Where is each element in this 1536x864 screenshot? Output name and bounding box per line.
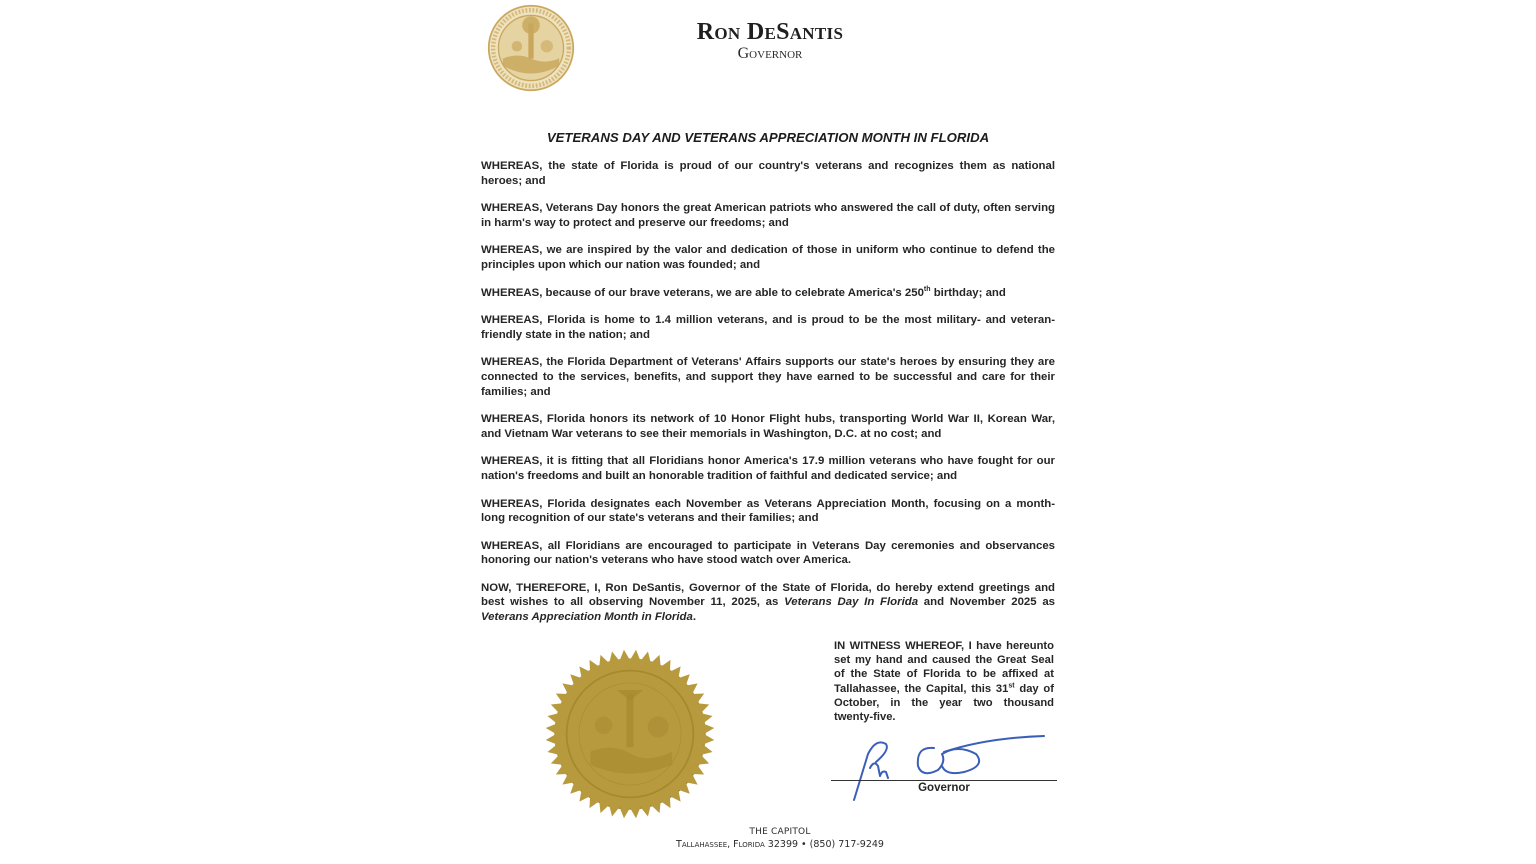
whereas-paragraph: WHEREAS, Florida honors its network of 10 Honor Flight hubs, transporting World War II, Korean War, and Vietnam War veterans to see their memorials in Washington, D.C. at no cost; and [481,413,1055,440]
signature-label: Governor [918,782,970,794]
signature-line [831,780,1057,781]
whereas-paragraph: WHEREAS, the state of Florida is proud of our country's veterans and recognizes them as national heroes; and [481,160,1055,187]
whereas-paragraph: WHEREAS, Veterans Day honors the great American patriots who answered the call of duty, often serving in harm's way to protect and preserve our freedoms; and [481,202,1055,229]
governor-title: Governor [737,45,803,62]
proclamation-title: VETERANS DAY AND VETERANS APPRECIATION MONTH IN FLORIDA [546,130,990,145]
whereas-paragraph: WHEREAS, because of our brave veterans, we are able to celebrate America's 250th birthday; and [481,285,1006,299]
whereas-paragraph: WHEREAS, we are inspired by the valor and dedication of those in uniform who continue to defend the principles upon which our nation was founded; and [481,244,1055,271]
state-seal-icon [487,4,575,92]
footer-building: THE CAPITOL [749,827,811,837]
footer-contact: Tallahassee, Florida 32399 • (850) 717-9249 [676,839,884,850]
whereas-paragraph: WHEREAS, it is fitting that all Floridians honor America's 17.9 million veterans who have fought for our nation's freedoms and built an honorable tradition of faithful and dedicated service; and [481,455,1055,482]
letterhead [620,18,920,62]
gold-foil-seal-icon [540,646,720,822]
whereas-paragraph: WHEREAS, Florida is home to 1.4 million veterans, and is proud to be the most military- and veteran-friendly state in the nation; and [481,314,1055,341]
footer-address [620,826,940,852]
proclamation-body [481,159,1055,638]
proclamation-paragraph: NOW, THEREFORE, I, Ron DeSantis, Governor of the State of Florida, do hereby extend greetings and best wishes to all observing November 11, 2025, as Veterans Day In Florida and November 2025 as Veterans Appreciation Month in Florida. [481,581,1055,624]
governor-name: Ron DeSantis [696,19,844,45]
witness-clause: IN WITNESS WHEREOF, I have hereunto set my hand and caused the Great Seal of the State of Florida to be affixed at Tallahassee, the Capital, this 31st day of October, in the year two thousand twenty-five. [834,640,1054,724]
whereas-paragraph: WHEREAS, all Floridians are encouraged to participate in Veterans Day ceremonies and observances honoring our nation's veterans who have stood watch over America. [481,539,1055,567]
whereas-paragraph: WHEREAS, Florida designates each November as Veterans Appreciation Month, focusing on a month-long recognition of our state's veterans and their families; and [481,497,1055,525]
whereas-paragraph: WHEREAS, the Florida Department of Veterans' Affairs supports our state's heroes by ensuring they are connected to the services, benefits, and support they have earned to be successful and care for their families; and [481,356,1055,398]
